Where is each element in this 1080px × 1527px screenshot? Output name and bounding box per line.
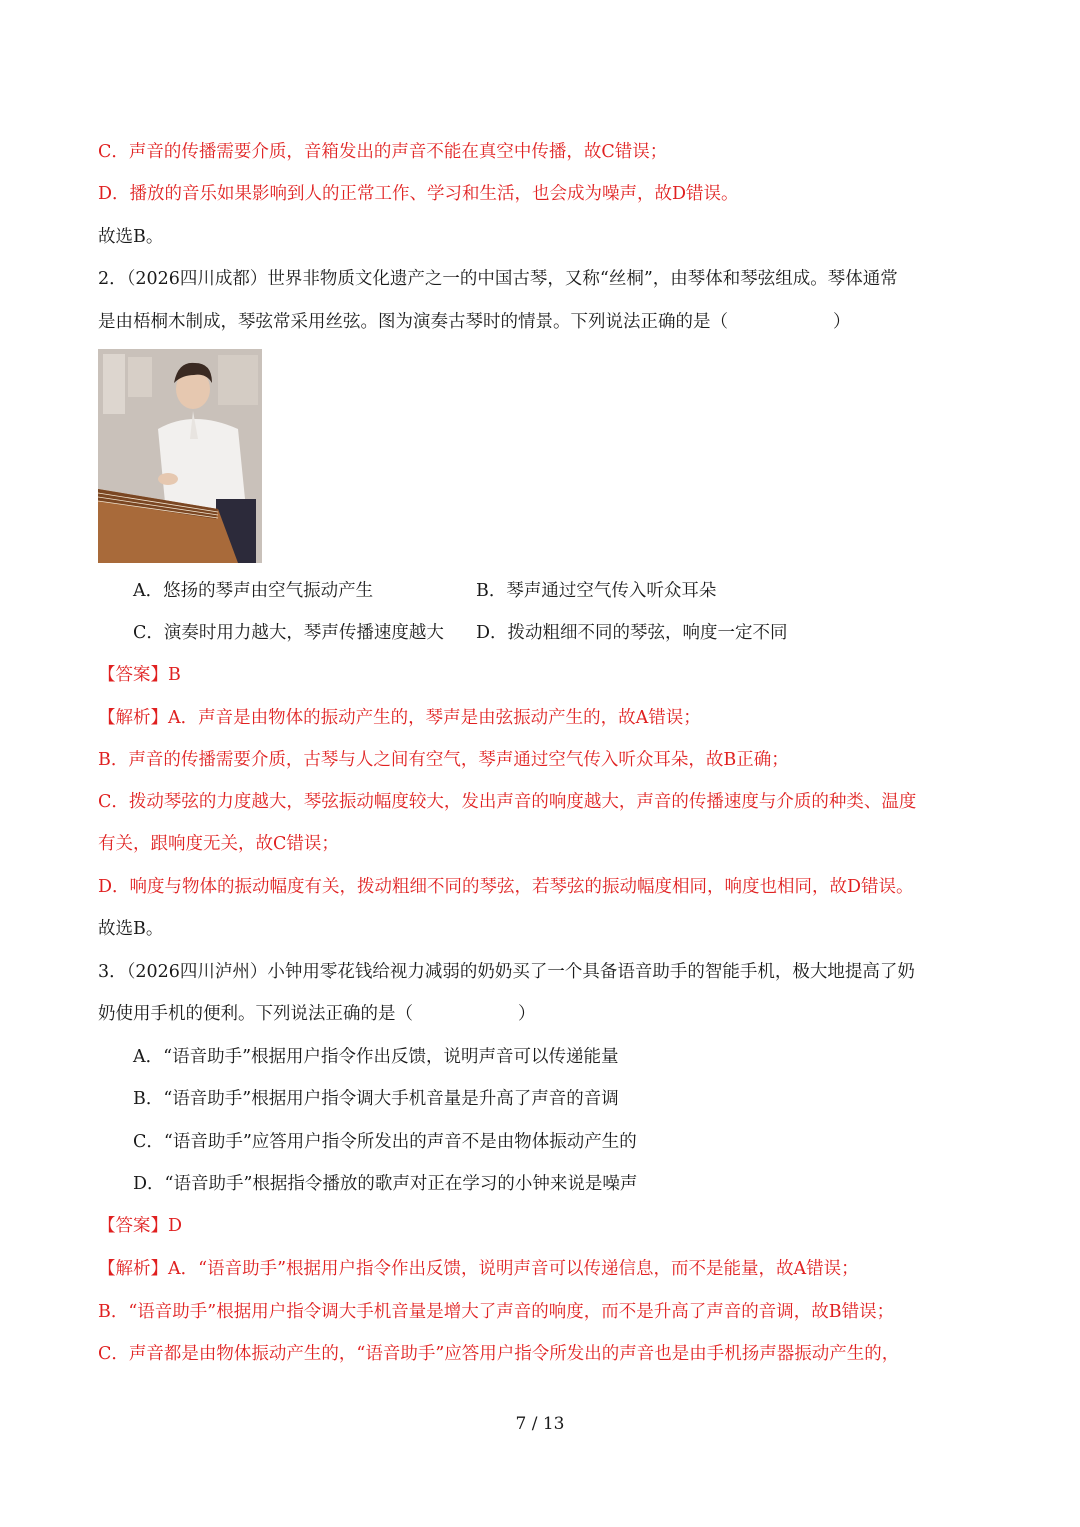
guqin-illustration xyxy=(98,349,262,563)
option-c: C．“语音助手”应答用户指令所发出的声音不是由物体振动产生的 xyxy=(133,1132,637,1152)
option-c: C．演奏时用力越大，琴声传播速度越大 xyxy=(133,623,444,643)
explanation-tag: 【解析】 xyxy=(98,708,168,728)
conclusion-line: 故选B。 xyxy=(98,227,164,247)
question-3-text: 奶使用手机的便利。下列说法正确的是（ ） xyxy=(98,1004,536,1024)
answer-line xyxy=(98,1214,182,1238)
explanation-line: B．声音的传播需要介质，古琴与人之间有空气，琴声通过空气传入听众耳朵，故B正确； xyxy=(98,750,789,770)
question-2-text: 是由梧桐木制成，琴弦常采用丝弦。图为演奏古琴时的情景。下列说法正确的是（ ） xyxy=(98,312,851,332)
answer-line xyxy=(98,663,181,687)
option-d: D．“语音助手”根据指令播放的歌声对正在学习的小钟来说是噪声 xyxy=(133,1174,638,1194)
option-a: A．“语音助手”根据用户指令作出反馈，说明声音可以传递能量 xyxy=(133,1047,619,1067)
question-3-text: 3．（2026四川泸州）小钟用零花钱给视力减弱的奶奶买了一个具备语音助手的智能手机，极大地提高了奶 xyxy=(98,962,915,982)
option-b: B．“语音助手”根据用户指令调大手机音量是升高了声音的音调 xyxy=(133,1089,619,1109)
explanation-line xyxy=(98,1257,859,1281)
page-number: 7 / 13 xyxy=(515,1414,565,1434)
option-a: A．悠扬的琴声由空气振动产生 xyxy=(133,581,374,601)
option-d: D．拨动粗细不同的琴弦，响度一定不同 xyxy=(476,623,788,643)
explanation-line xyxy=(98,706,701,730)
explanation-line: D．响度与物体的振动幅度有关，拨动粗细不同的琴弦，若琴弦的振动幅度相同，响度也相同，故D错误。 xyxy=(98,877,914,897)
explanation-line: C．声音都是由物体振动产生的，“语音助手”应答用户指令所发出的声音也是由手机扬声器振动产生的， xyxy=(98,1344,900,1364)
explanation-line: B．“语音助手”根据用户指令调大手机音量是增大了声音的响度，而不是升高了声音的音调，故B错误； xyxy=(98,1302,895,1322)
explanation-line: 有关，跟响度无关，故C错误； xyxy=(98,834,339,854)
explanation-line: D．播放的音乐如果影响到人的正常工作、学习和生活，也会成为噪声，故D错误。 xyxy=(98,184,739,204)
answer-value: B xyxy=(168,665,181,685)
answer-tag: 【答案】 xyxy=(98,1216,168,1236)
option-b: B．琴声通过空气传入听众耳朵 xyxy=(476,581,717,601)
explanation-line: C．声音的传播需要介质，音箱发出的声音不能在真空中传播，故C错误； xyxy=(98,142,668,162)
answer-value: D xyxy=(168,1216,183,1236)
explanation-text: A．“语音助手”根据用户指令作出反馈，说明声音可以传递信息，而不是能量，故A错误； xyxy=(168,1259,859,1279)
guqin-performance-photo xyxy=(98,349,262,563)
explanation-line: C．拨动琴弦的力度越大，琴弦振动幅度较大，发出声音的响度越大，声音的传播速度与介质的种类、温度 xyxy=(98,792,917,812)
question-2-text: 2．（2026四川成都）世界非物质文化遗产之一的中国古琴，又称“丝桐”，由琴体和琴弦组成。琴体通常 xyxy=(98,269,898,289)
conclusion-line: 故选B。 xyxy=(98,919,164,939)
explanation-text: A．声音是由物体的振动产生的，琴声是由弦振动产生的，故A错误； xyxy=(168,708,701,728)
explanation-tag: 【解析】 xyxy=(98,1259,168,1279)
answer-tag: 【答案】 xyxy=(98,665,168,685)
